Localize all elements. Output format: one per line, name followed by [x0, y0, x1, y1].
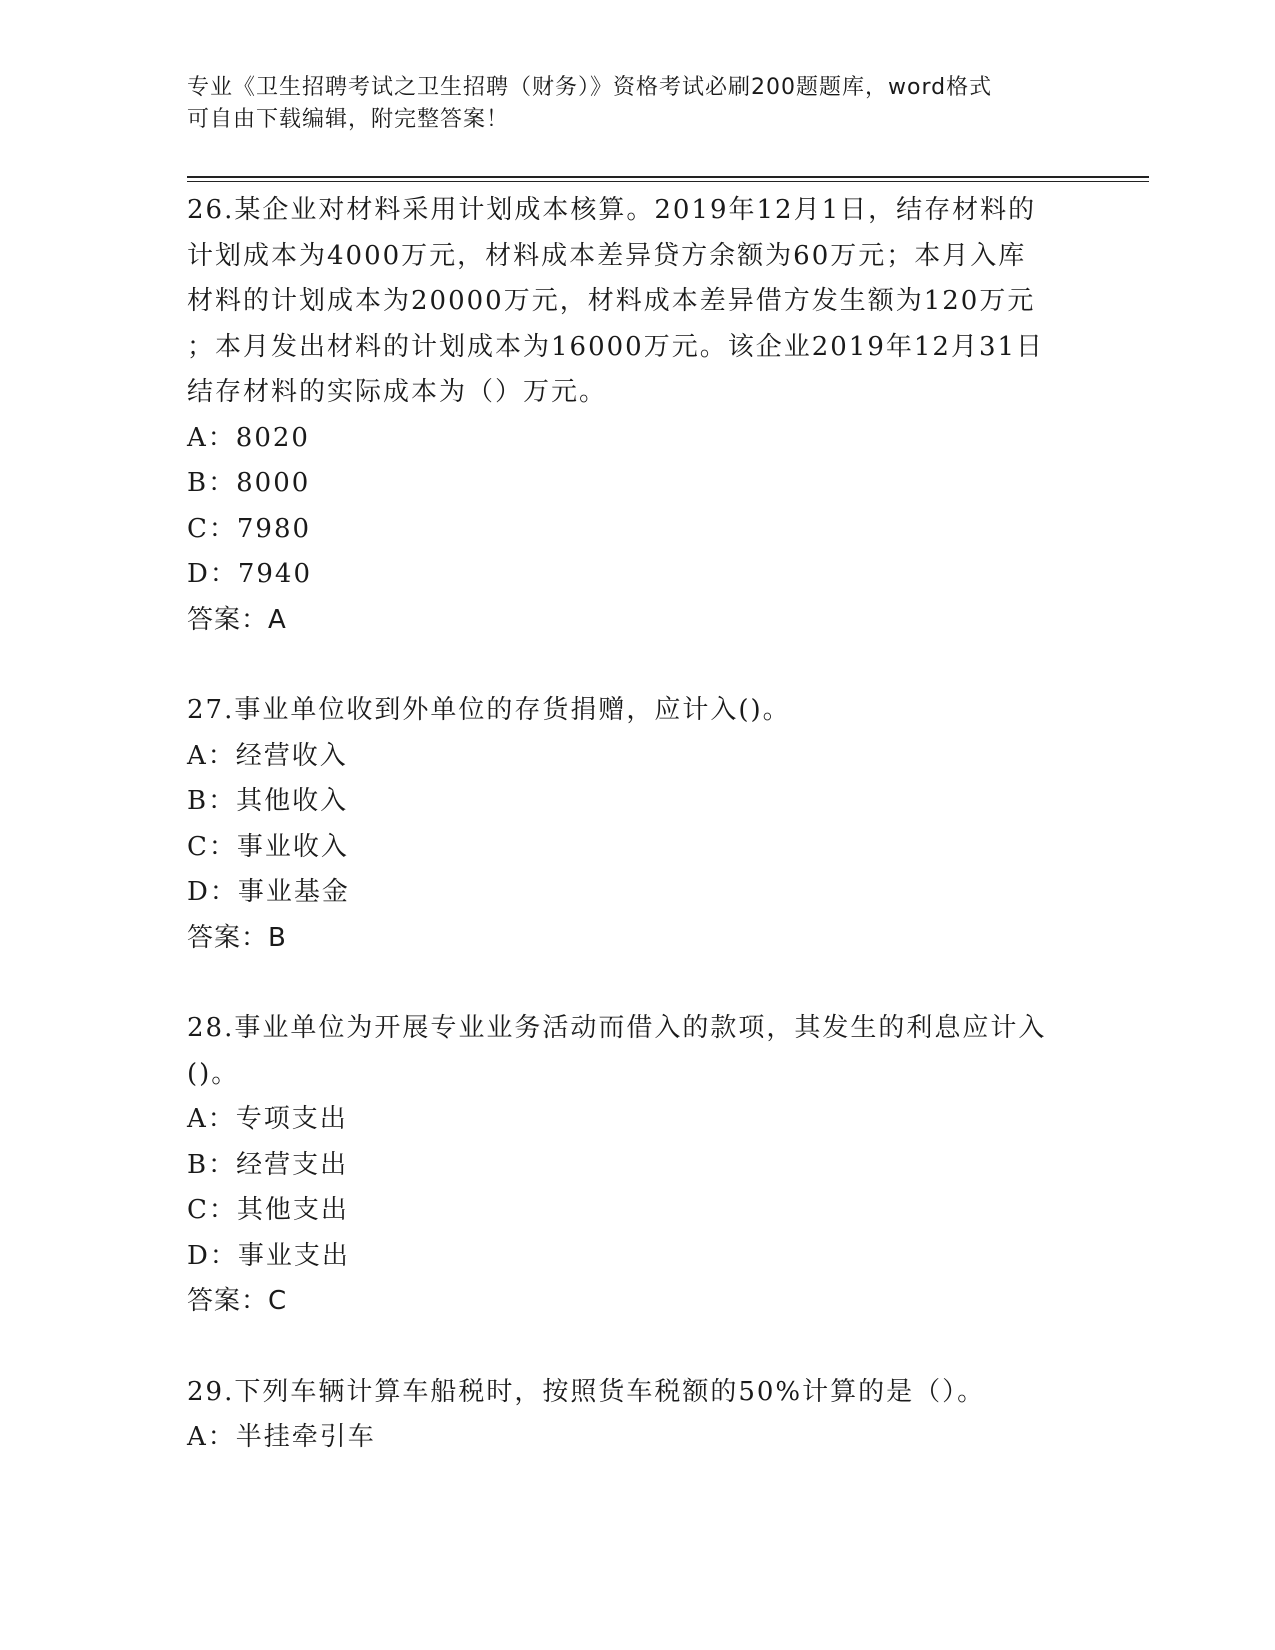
header-divider-thick: [187, 176, 1149, 178]
option-b: B：其他收入: [187, 786, 349, 816]
answer-label: 答案：B: [187, 922, 287, 953]
document-header: [187, 72, 1067, 136]
option-a: A：专项支出: [187, 1104, 348, 1134]
option-d: D：事业基金: [187, 877, 350, 907]
question-text-line: 材料的计划成本为20000万元，材料成本差异借方发生额为120万元: [187, 286, 1036, 316]
option-d: D：7940: [187, 559, 313, 589]
question-text-line: 结存材料的实际成本为（）万元。: [187, 377, 608, 407]
question-26: [187, 188, 1087, 643]
option-c: C：其他支出: [187, 1195, 349, 1225]
question-list: [187, 188, 1087, 1506]
question-29: [187, 1370, 1087, 1461]
option-c: C：事业收入: [187, 831, 349, 862]
question-text-line: 26.某企业对材料采用计划成本核算。2019年12月1日，结存材料的: [187, 195, 1037, 225]
question-text-line: ；本月发出材料的计划成本为16000万元。该企业2019年12月31日: [187, 331, 1045, 362]
answer-label: 答案：A: [187, 604, 287, 635]
question-text-line: 27.事业单位收到外单位的存货捐赠，应计入()。: [187, 695, 791, 725]
header-line-2: 可自由下载编辑，附完整答案！: [187, 107, 510, 132]
option-a: A：8020: [187, 422, 310, 453]
question-text-line: 计划成本为4000万元，材料成本差异贷方余额为60万元；本月入库: [187, 240, 1027, 271]
option-b: B：经营支出: [187, 1149, 349, 1180]
question-27: [187, 688, 1087, 961]
option-b: B：8000: [187, 468, 311, 498]
option-c: C：7980: [187, 513, 312, 544]
header-line-1: 专业《卫生招聘考试之卫生招聘（财务）》资格考试必刷200题题库，word格式: [187, 75, 993, 100]
header-divider-thin: [187, 181, 1149, 182]
option-a: A：经营收入: [187, 740, 348, 771]
question-text-line: 28.事业单位为开展专业业务活动而借入的款项，其发生的利息应计入: [187, 1013, 1047, 1043]
question-text-line: 29.下列车辆计算车船税时，按照货车税额的50%计算的是（）。: [187, 1376, 986, 1407]
question-text-line: ()。: [187, 1058, 240, 1089]
answer-label: 答案：C: [187, 1286, 288, 1316]
question-28: [187, 1006, 1087, 1325]
option-d: D：事业支出: [187, 1240, 350, 1271]
option-a: A：半挂牵引车: [187, 1422, 376, 1452]
